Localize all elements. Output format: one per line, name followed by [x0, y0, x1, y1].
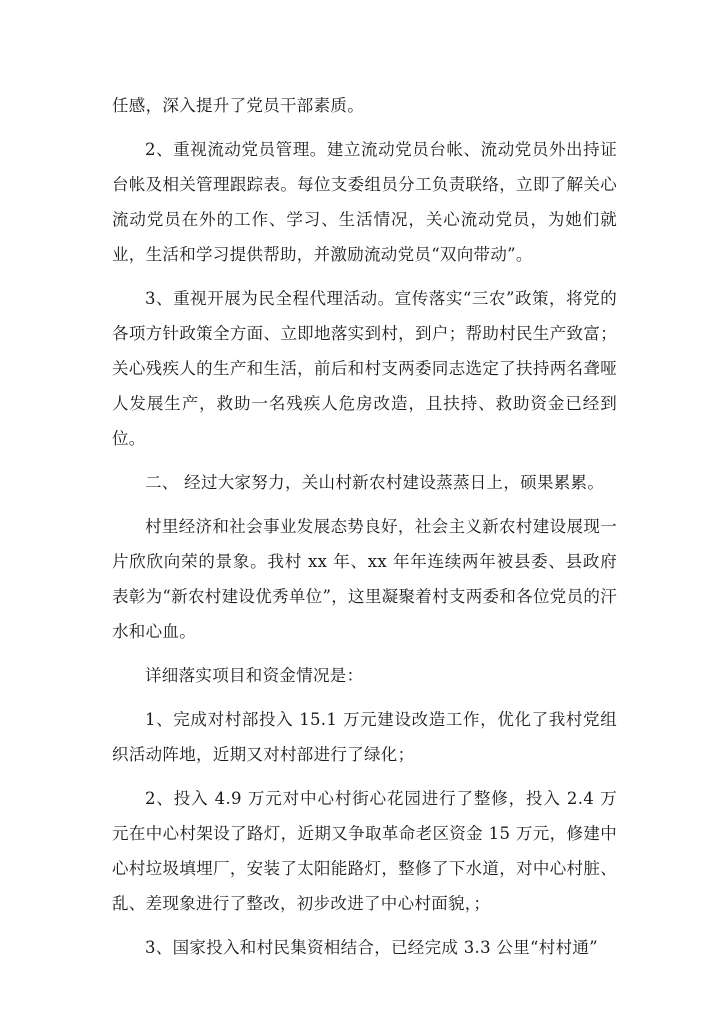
paragraph-8: 2、投入 4.9 万元对中心村街心花园进行了整修，投入 2.4 万元在中心村架设了路灯，近期又争取革命老区资金 15 万元，修建中心村垃圾填埋厂，安装了太阳能路灯，整修了下水道，对中心村脏、乱、差现象进行了整改，初步改进了中心村面貌，； — [112, 789, 617, 913]
paragraph-1: 任感，深入提升了党员干部素质。 — [112, 96, 364, 115]
paragraph-7: 1、完成对村部投入 15.1 万元建设改造工作，优化了我村党组织活动阵地，近期又对村部进行了绿化； — [112, 710, 617, 764]
paragraph-6: 详细落实项目和资金情况是： — [145, 666, 364, 685]
document-body — [112, 88, 617, 974]
paragraph-5: 村里经济和社会事业发展态势良好，社会主义新农村建设展现一片欣欣向荣的景象。我村 xx 年、xx 年年连续两年被县委、县政府表彰为“新农村建设优秀单位”，这里凝聚着村支两委和各位党员的汗水和心血。 — [112, 517, 617, 641]
paragraph-2: 2、重视流动党员管理。建立流动党员台帐、流动党员外出持证台帐及相关管理跟踪表。每位支委组员分工负责联络，立即了解关心流动党员在外的工作、学习、生活情况，关心流动党员，为她们就业，生活和学习提供帮助，并激励流动党员“双向带动”。 — [112, 140, 617, 264]
paragraph-9: 3、国家投入和村民集资相结合，已经完成 3.3 公里“村村通” — [145, 938, 598, 957]
paragraph-3: 3、重视开展为民全程代理活动。宣传落实“三农”政策，将党的各项方针政策全方面、立即地落实到村，到户；帮助村民生产致富；关心残疾人的生产和生活，前后和村支两委同志选定了扶持两名聋哑人发展生产，救助一名残疾人危房改造，且扶持、救助资金已经到位。 — [112, 289, 617, 448]
paragraph-4: 二、 经过大家努力，关山村新农村建设蒸蒸日上，硕果累累。 — [145, 473, 605, 492]
